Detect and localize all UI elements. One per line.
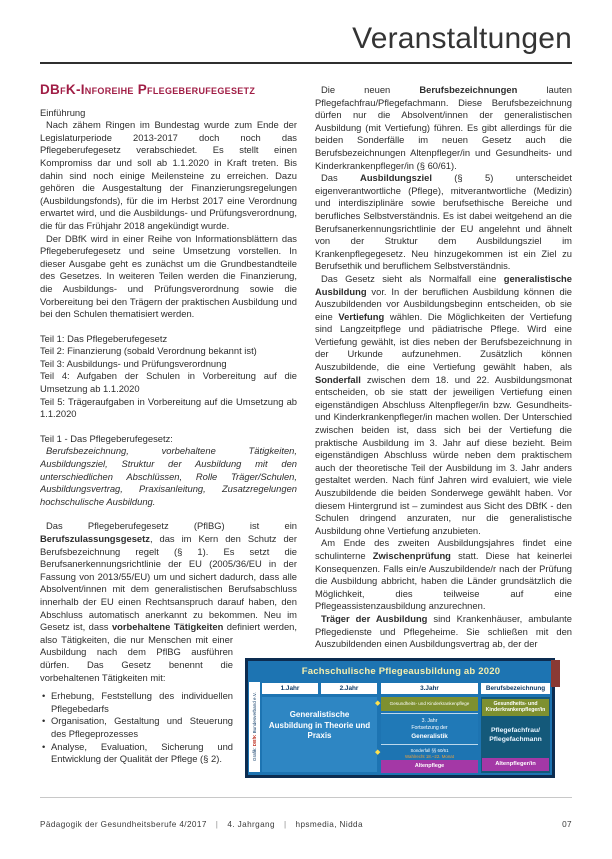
column-header-qualification: Berufsbezeichnung bbox=[481, 683, 550, 694]
text-segment-bold: Träger der Ausbildung bbox=[321, 612, 428, 624]
series-part: Teil 3: Ausbildungs- und Prüfungsverordnung bbox=[40, 357, 227, 369]
text-segment: definiert werden, also Tätigkeiten, die nur Menschen mit bbox=[40, 621, 297, 645]
text-segment: statt. Diese hat keinerlei Konsequenzen. Falls ein/e Auszubildende/r nach der Prüfung die Ausbildung abbricht, haben die Länder grundsätzlich die Möglichkeit, dies teilweise auf eine Pflegeassistenzausbildung anzurechnen. bbox=[315, 549, 572, 612]
series-part: Teil 5: Trägeraufgaben in Vorbereitung auf die Umsetzung ab 1.1.2020 bbox=[40, 395, 297, 420]
special-note-line2: Wahlrecht 18.–22. Monat bbox=[405, 753, 454, 759]
column-header-year2: 2.Jahr bbox=[321, 683, 377, 694]
column-header-year3: 3.Jahr bbox=[381, 683, 478, 694]
paragraph-ausbildungsziel bbox=[315, 172, 572, 273]
text-segment-bold: Vertiefung bbox=[338, 310, 385, 322]
text-segment: Die neuen bbox=[321, 84, 420, 95]
header-rule bbox=[40, 62, 572, 64]
footer-separator: | bbox=[215, 820, 219, 829]
text-segment-bold: Berufsbezeichnungen bbox=[419, 84, 518, 95]
text-segment: zwischen dem 18. und 22. Ausbildungsmonat entscheiden, ob sie statt der jeweiligen Vertiefung einen eigenständigen Abschluss Altenpfleger/in bzw. Gesundheits- und Kinderkrankenpfleger/in machen wollen. Der Unterschied zwischen beiden ist, dass sich bei der Vertiefung die praktische Ausbildung im 3. Jahr auf diese bezieht. Beim eigenständigen Abschluss würde neben dem praktischem auch der theoretische Teil der Ausbildung im 3. Jahr anders gestaltet werden. Nach fünf Jahren wird evaluiert, wie viele Auszubildende die beiden Sonderwege gewählt haben. Vor diesem Hintergrund ist – zumindest aus Sicht des DBfK - den Schulen dringend anzuraten, nur die generalistische Ausbildung ohne Vertiefung anzubieten. bbox=[315, 373, 572, 536]
text-segment-bold: Sonderfall bbox=[315, 373, 361, 385]
text-segment: Das Pflegeberufegesetz (PflBG) ist ein bbox=[46, 520, 297, 532]
figure-source-note bbox=[249, 682, 260, 772]
year3-geriatric-box: Altenpflege bbox=[381, 760, 478, 773]
text-segment: Am Ende des zweiten Ausbildungsjahres findet eine schulinterne bbox=[315, 537, 572, 561]
footer-publisher: hpsmedia, Nidda bbox=[295, 820, 363, 829]
footer-volume: 4. Jahrgang bbox=[227, 820, 275, 829]
text-segment: wählen. Die Möglichkeiten der Vertiefung sind Langzeitpflege und pädiatrische Pflege. Wird eine Vertiefung gewählt, ist dies neben der Berufsbezeichnung in der Urkunde aufzunehmen. Zusätzlich können Auszubildende, die eine Vertiefung gewählt haben, als bbox=[315, 310, 572, 373]
text-segment: Das Gesetz sieht als Normalfall eine bbox=[321, 272, 504, 284]
page-footer bbox=[40, 820, 572, 829]
spacer bbox=[40, 421, 297, 433]
teil1-summary: Berufsbezeichnung, vorbehaltene Tätigkeiten, Ausbildungsziel, Struktur der Ausbildung mit den unterschiedlichen Abschlüssen, Rolle Träger/Schulen, Ausbildungsvertrag, Praxisanleitung, Zusatzregelungen hochschulische Ausbildung. bbox=[40, 445, 297, 507]
text-segment: (§ 5) unterscheidet eigenverantwortliche (Pflege), mitverantwortliche (Medizin) und interdisziplinäre sowie berufsethische Bereiche und berufliches Selbstverständnis. Es ist dabei weitgehend an die Berufsanerkennungsrichtlinie der EU angelehnt und ähnelt von der Struktur dem Ausbildungsziel im Krankenpflegegesetz. Neu hinzugekommen ist ein Ziel zu Berufsethik und beruflichem Selbstverständnis. bbox=[315, 172, 572, 272]
text-segment: sind Krankenhäuser, ambulante Pflegedienste und Pflegeheime. Sie schließen mit den Auszubildenden einen Ausbildungsvertrag ab, der der bbox=[315, 612, 572, 650]
page-number: 07 bbox=[562, 820, 572, 829]
paragraph-generalistik bbox=[315, 273, 572, 537]
spacer bbox=[40, 321, 297, 333]
list-item-text: Erhebung, Feststellung des individuellen Pflegebedarfs bbox=[51, 690, 233, 714]
paragraph-intro-2: Der DBfK wird in einer Reihe von Informationsblättern das Pflegeberufegesetz und seine Umsetzung vorstellen. In dieser Ausgabe geht es zunächst um die Grundbestandteile des Gesetzes. In weiteren Teilen werden die Finanzierung, die Ausbildungs- und Prüfungsverordnung sowie die Vorbereitung bei den Trägern der praktischen Ausbildung und bei den Schulen thematisiert werden. bbox=[40, 232, 297, 320]
figure-title: Fachschulische Pflegeausbildung ab 2020 bbox=[301, 666, 501, 677]
paragraph-zwischenpruefung bbox=[315, 537, 572, 613]
text-segment-bold: vorbehaltene Tätigkeiten bbox=[111, 621, 224, 633]
qualification-column bbox=[481, 697, 550, 773]
series-part: Teil 2: Finanzierung (sobald Verordnung bekannt ist) bbox=[40, 345, 257, 357]
article-title: DBfK-Inforeihe Pflegeberufegesetz bbox=[40, 84, 256, 97]
generalist-training-box: Generalistische Ausbildung in Theorie und Praxis bbox=[262, 697, 377, 772]
special-note-line1: Sonderfall §§ 60/61 bbox=[410, 748, 449, 753]
right-column bbox=[315, 84, 572, 650]
qualification-geriatric: Altenpfleger/in bbox=[482, 758, 549, 771]
figure-corner-accent bbox=[551, 660, 560, 687]
text-segment: Grafik: bbox=[252, 746, 257, 762]
choice-diamond-icon: ◆ bbox=[375, 749, 381, 756]
paragraph-berufsbezeichnung bbox=[315, 84, 572, 172]
list-item-text: Analyse, Evaluation, Sicherung und Entwicklung der Qualität der Pflege (§ 2). bbox=[51, 740, 233, 765]
text-segment: Das bbox=[321, 172, 361, 184]
year3-special-note bbox=[381, 747, 478, 759]
text-segment: , das im Kern den Schutz der Berufsbezeichnung regelt (§ 1). Es setzt die Berufsanerkennungsrichtlinie der EU (2005/36/EU in der Fassung von 2013/55/EU) um und sichert dadurch, dass alle Absolvent/innen mit dem generalistischen Berufsabschluss innerhalb der EU einen Rechtsanspruch darauf haben, den Abschluss automatisch anerkannt zu bekommen. Neu im Gesetz ist, dass bbox=[40, 533, 297, 633]
text-segment-bold: generalistische Ausbildung bbox=[315, 272, 572, 297]
year3-generalist-line2: Fortsetzung der bbox=[411, 725, 448, 731]
paragraph-intro-1: Nach zähem Ringen im Bundestag wurde zum Ende der Legislaturperiode 2013-2017 doch noch das Pflegeberufegesetz verabschiedet. Es stellt einen Kompromiss dar und soll ab 1.1.2020 in Kraft treten. Bis dahin sind noch einige Meilensteine zu erreichen. Dazu gehören die Ausgestaltung der Finanzierungsregelungen (Ausbildungsfonds), für die im Herbst 2017 eine Verordnung erwartet wird, und die Ausbildungs- und Prüfungsverordnung, die für das Frühjahr 2018 angekündigt wurde. bbox=[40, 119, 297, 231]
text-segment-bold: Ausbildungsziel bbox=[360, 172, 432, 184]
column-header-year1: 1.Jahr bbox=[262, 683, 318, 694]
year3-generalist-line1: 3. Jahr bbox=[421, 718, 438, 724]
list-item-text: Organisation, Gestaltung und Steuerung des Pflegeprozesses bbox=[51, 715, 233, 739]
footer-journal: Pädagogik der Gesundheitsberufe 4/2017 bbox=[40, 820, 207, 829]
text-segment: Bundesverband e.V. bbox=[252, 692, 257, 736]
year3-generalist-line3: Generalistik bbox=[411, 733, 448, 740]
qualification-paediatric: Gesundheits- und Kinderkrankenpfleger/in bbox=[482, 699, 549, 716]
text-segment-bold: Zwischenprüfung bbox=[372, 549, 451, 561]
text-segment: einer Ausbildung nach dem PflBG ausführen dürfen. Das Gesetz benennt die vorbehaltenen Tätigkeiten mit: bbox=[40, 633, 233, 683]
intro-heading: Einführung bbox=[40, 106, 86, 118]
page-header-title: Veranstaltungen bbox=[352, 22, 572, 55]
training-structure-figure bbox=[245, 658, 555, 778]
teil1-heading: Teil 1 - Das Pflegeberufegesetz: bbox=[40, 432, 173, 444]
text-segment: lauten Pflegefachfrau/Pflegefachmann. Diese Berufsbezeichnung dürfen nur die Absolvent/innen der generalistischen Ausbildung (mit Vertiefung) führen. Es gibt allerdings für die beiden Sonderfälle im neuen Gesetz auch die Berufsbezeichnungen Altenpfleger/in und Gesundheits- und Kinderkrankenpfleger/in (§ 60/61). bbox=[315, 84, 572, 171]
footer-separator: | bbox=[283, 820, 287, 829]
paragraph-traeger bbox=[315, 613, 572, 650]
series-part-list bbox=[40, 333, 297, 421]
spacer bbox=[40, 508, 297, 520]
footer-rule bbox=[40, 797, 572, 798]
series-part: Teil 1: Das Pflegeberufegesetz bbox=[40, 332, 168, 344]
text-segment: DBfK bbox=[252, 735, 257, 747]
qualification-generalist: Pflegefachfrau/ Pflegefachmann bbox=[489, 727, 542, 743]
year3-generalist-box bbox=[381, 713, 478, 745]
text-segment: vor. In der beruflichen Ausbildung können die Auszubildenden vor Ausbildungsbeginn entscheiden, ob sie eine bbox=[315, 285, 572, 322]
text-segment-bold: Berufszulassungsgesetz bbox=[40, 533, 150, 544]
year3-paediatric-box: Gesundheits- und Kinderkrankenpflege bbox=[381, 697, 478, 711]
choice-diamond-icon: ◆ bbox=[375, 700, 381, 707]
series-part: Teil 4: Aufgaben der Schulen in Vorbereitung auf die Umsetzung ab 1.1.2020 bbox=[40, 370, 297, 395]
